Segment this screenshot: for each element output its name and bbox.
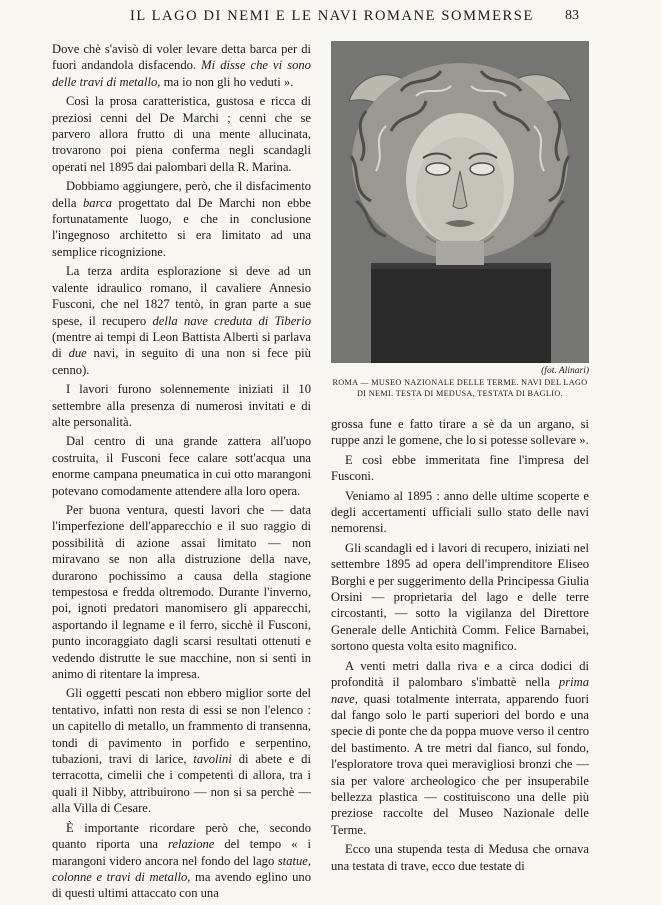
paragraph: Gli scandagli ed i lavori di recupero, iniziati nel settembre 1895 ad opera dell'imprenditore Eliseo Borghi e per suggerimento della Principessa Giulia Orsini — proprietaria del lago e delle terre circostanti, — sotto la vigilanza del Direttore Generale delle Antichità Comm. Felice Barnabei, sortono questa volta esito magnifico.: [331, 540, 589, 654]
paragraph: A venti metri dalla riva e a circa dodici di profondità il palombaro s'imbattè nella prima nave, quasi totalmente interrata, apparendo fuori dal fango solo le parti superiori del bordo e una specie di ponte che da poppa muove verso il centro del bastimento. A tre metri dal fianco, sul fondo, l'esploratore trova quei meravigliosi bronzi che — sia per valore archeologico che per insuperabile bellezza plastica — costituiscono una delle più preziose raccolte del Museo Nazionale delle Terme.: [331, 658, 590, 837]
right-column: [331, 416, 589, 877]
medusa-figure: [331, 41, 589, 365]
photo-credit: (fot. Alinari): [541, 366, 589, 376]
caption-line: ROMA — MUSEO NAZIONALE DELLE TERME. NAVI DEL LAGO: [332, 378, 588, 387]
paragraph: E così ebbe immeritata fine l'impresa del Fusconi.: [331, 452, 589, 484]
paragraph: I lavori furono solennemente iniziati il 10 settembre alla presenza di numerosi invitati e di alte personalità.: [52, 382, 311, 429]
paragraph: grossa fune e fatto tirare a sè da un argano, si ruppe anzi le gomene, che lo si potesse sollevare ».: [331, 417, 589, 448]
running-title: IL LAGO DI NEMI E LE NAVI ROMANE SOMMERSE: [130, 8, 534, 24]
figure-caption: [331, 377, 589, 399]
paragraph: Così la prosa caratteristica, gustosa e ricca di preziosi cenni del De Marchi ; cenni che se parvero allora frutto di una mente allucinata, trovarono poi piena conferma negli scandagli operati nel 1895 dai palombari della R. Marina.: [52, 94, 311, 174]
paragraph: Dove chè s'avisò di voler levare detta barca per di fuori andandola disfacendo. Mi disse che vi sono delle travi di metallo, ma io non gli ho veduti ».: [52, 42, 311, 89]
paragraph: Per buona ventura, questi lavori che — data l'imperfezione dell'apparecchio e il suo raggio di possibilità di azione assai limitato — non miravano se non alla distruzione della nave, durarono pochissimo a causa della stagione tempestosa e fredda oltremodo. Durante l'inverno, poi, ignoti predatori manomisero gli apparecchi, asportando il legname e il ferro, sicchè il Fusconi, punto incoraggiato dagli scarsi resultati ottenuti e vedendo distrutte le sue macchine, non si sentì in animo di ritentare la impresa.: [52, 502, 311, 682]
page-number: 83: [565, 8, 579, 23]
paragraph: La terza ardita esplorazione si deve ad un valente idraulico romano, il cavaliere Annesio Fusconi, che nel 1827 tentò, in gran parte a sue spese, il recupero della nave creduta di Tiberio (mentre ai tempi di Leon Battista Alberti si parlava di due navi, in seguito di una non si fece più cenno).: [52, 264, 311, 377]
paragraph: Veniamo al 1895 : anno delle ultime scoperte e degli accertamenti ufficiali sullo stato delle navi nemorensi.: [331, 488, 589, 536]
medusa-head-illustration: [331, 41, 589, 363]
caption-line: DI NEMI. TESTA DI MEDUSA, TESTATA DI BAGLIO.: [357, 389, 563, 398]
left-column: [52, 41, 311, 905]
paragraph: Dal centro di una grande zattera all'uopo costruita, il Fusconi fece calare sott'acqua una enorme campana pneumatica in cui otto marangoni potevano comodamente attendere alla loro opera.: [52, 434, 311, 498]
medusa-head-photo: [331, 41, 589, 363]
paragraph: Dobbiamo aggiungere, però, che il disfacimento della barca progettato dal De Marchi non ebbe fortunatamente luogo, e che in conclusione l'ingegnoso architetto si era limitato ad una semplice ricognizione.: [52, 179, 312, 259]
paragraph: Gli oggetti pescati non ebbero miglior sorte del tentativo, infatti non resta di essi se non l'elenco : un capitello di metallo, un frammento di transenna, tondi di pavimento in porfido e serpentino, tubazioni, travi di larice, tavolini di abete e di terracotta, cimelii che i competenti di allora, tra i quali il Nibby, attribuirono — non si sa perchè — alla Villa di Cesare.: [52, 686, 311, 816]
paragraph: Ecco una stupenda testa di Medusa che ornava una testata di trave, ecco due testate di: [331, 842, 589, 873]
paragraph: È importante ricordare però che, secondo quanto riporta una relazione del tempo « i marangoni videro ancora nel fondo del lago statue, colonne e travi di metallo, ma avendo eglino uno di questi ultimi attaccato con una: [52, 820, 311, 901]
page-header: [0, 8, 661, 28]
